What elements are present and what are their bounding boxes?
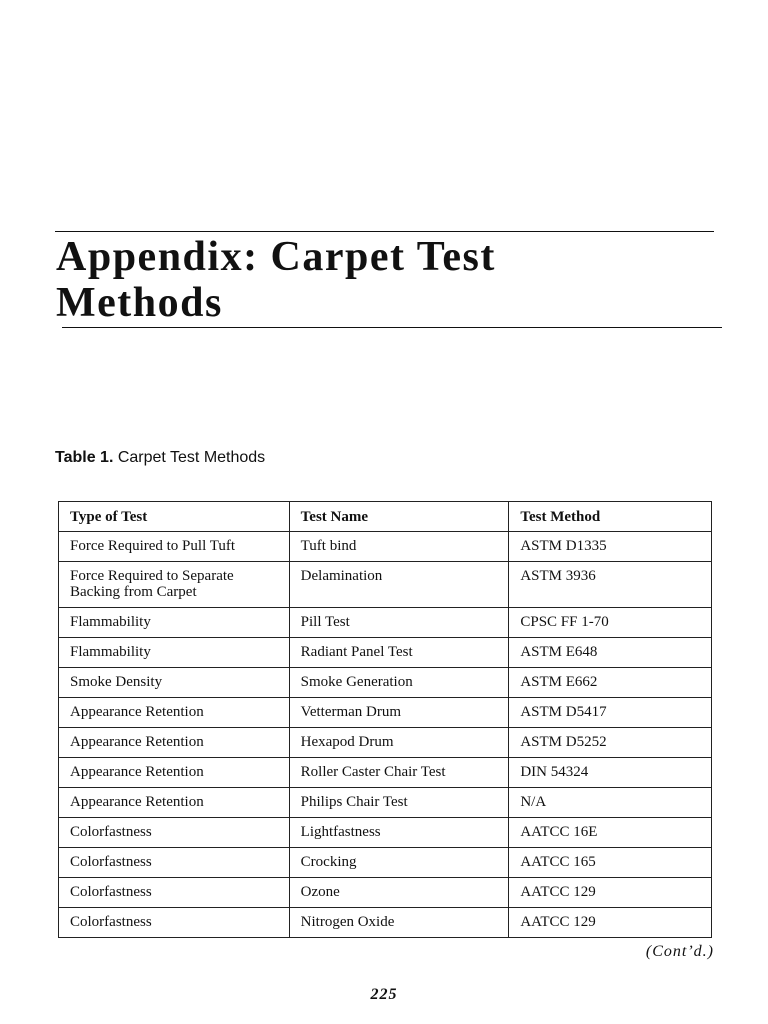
type-cell: Colorfastness [59,818,290,848]
type-cell: Appearance Retention [59,698,290,728]
table-continued-note: (Cont’d.) [645,943,714,960]
table-row [59,818,712,848]
method-cell: AATCC 129 [509,908,712,938]
method-cell: ASTM E662 [509,668,712,698]
title-rule-bottom [62,327,722,328]
name-cell: Vetterman Drum [289,698,509,728]
table-caption-text: Carpet Test Methods [117,449,266,466]
method-cell: AATCC 129 [509,878,712,908]
name-cell: Philips Chair Test [289,788,509,818]
table-row [59,668,712,698]
type-cell: Appearance Retention [59,758,290,788]
type-cell: Appearance Retention [59,728,290,758]
method-cell: AATCC 165 [509,848,712,878]
name-cell: Tuft bind [289,532,509,562]
name-cell: Pill Test [289,608,509,638]
method-cell: ASTM E648 [509,638,712,668]
table-header-row [59,502,712,532]
name-cell: Delamination [289,562,509,608]
method-cell: DIN 54324 [509,758,712,788]
name-cell: Nitrogen Oxide [289,908,509,938]
table-row [59,698,712,728]
table-row [59,848,712,878]
table-row [59,878,712,908]
table-row [59,908,712,938]
chapter-title [56,234,736,326]
method-cell: ASTM 3936 [509,562,712,608]
method-cell: N/A [509,788,712,818]
name-cell: Crocking [289,848,509,878]
table-caption-label: Table 1. [55,449,114,466]
type-cell: Force Required to Pull Tuft [59,532,290,562]
name-cell: Smoke Generation [289,668,509,698]
page-number: 225 [370,986,398,1003]
method-cell: ASTM D5417 [509,698,712,728]
table-row [59,562,712,608]
header-type-of-test: Type of Test [59,502,290,532]
table-row [59,532,712,562]
header-test-method: Test Method [509,502,712,532]
type-cell: Colorfastness [59,908,290,938]
table-caption [55,448,265,468]
table-row [59,638,712,668]
carpet-test-methods-table [58,501,712,938]
name-cell: Roller Caster Chair Test [289,758,509,788]
name-cell: Ozone [289,878,509,908]
type-cell: Smoke Density [59,668,290,698]
table-row [59,608,712,638]
header-test-name: Test Name [289,502,509,532]
table-row [59,728,712,758]
table-row [59,788,712,818]
table-row [59,758,712,788]
type-cell: Flammability [59,608,290,638]
type-cell: Force Required to Separate Backing from Carpet [59,562,290,608]
title-rule-top [55,231,714,232]
type-cell: Colorfastness [59,878,290,908]
type-cell: Appearance Retention [59,788,290,818]
chapter-title-line1: Appendix: Carpet Test [56,234,496,280]
chapter-title-line2: Methods [56,280,223,326]
name-cell: Hexapod Drum [289,728,509,758]
method-cell: ASTM D1335 [509,532,712,562]
name-cell: Lightfastness [289,818,509,848]
method-cell: ASTM D5252 [509,728,712,758]
method-cell: CPSC FF 1-70 [509,608,712,638]
method-cell: AATCC 16E [509,818,712,848]
type-cell: Colorfastness [59,848,290,878]
type-cell: Flammability [59,638,290,668]
name-cell: Radiant Panel Test [289,638,509,668]
